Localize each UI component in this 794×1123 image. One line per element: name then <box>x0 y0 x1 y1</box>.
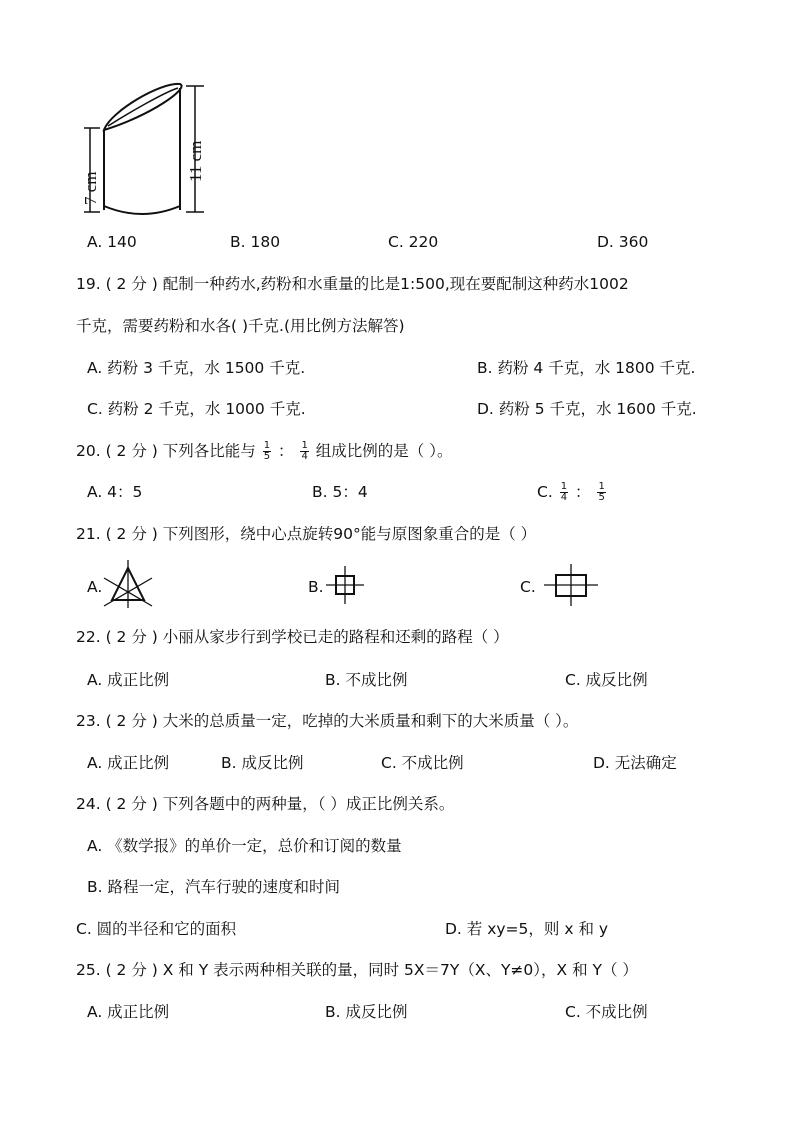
right-dimension-label: 11 cm <box>186 140 205 182</box>
q21-stem: 21. ( 2 分 ) 下列图形，绕中心点旋转90°能与原图象重合的是（ ） <box>76 525 537 543</box>
left-dimension-label: 7 cm <box>81 171 100 205</box>
q18-option-a[interactable]: A. 140 <box>87 233 137 251</box>
square-cross-figure[interactable] <box>326 566 364 604</box>
q19-option-d[interactable]: D. 药粉 5 千克，水 1600 千克. <box>477 400 697 418</box>
q22-option-b[interactable]: B. 不成比例 <box>325 671 408 689</box>
q20-option-c-fraction-2-numerator: 1 <box>598 481 605 492</box>
q19-stem-line1: 19. ( 2 分 ) 配制一种药水,药粉和水重量的比是1:500,现在要配制这种药水1002 <box>76 275 629 293</box>
q20-option-c-fraction-2-denominator: 5 <box>598 492 605 503</box>
q20-option-c-label: C. <box>537 483 553 501</box>
q19-option-c[interactable]: C. 药粉 2 千克，水 1000 千克. <box>87 400 306 418</box>
q24-option-a[interactable]: A. 《数学报》的单价一定，总价和订阅的数量 <box>87 837 402 855</box>
q23-stem: 23. ( 2 分 ) 大米的总质量一定，吃掉的大米质量和剩下的大米质量（ ）。 <box>76 712 579 730</box>
q20-fraction-2-numerator: 1 <box>301 440 308 451</box>
q20-option-a[interactable]: A. 4：5 <box>87 483 143 501</box>
q24-stem: 24. ( 2 分 ) 下列各题中的两种量，（ ）成正比例关系。 <box>76 795 455 813</box>
q18-option-d[interactable]: D. 360 <box>597 233 649 251</box>
q25-option-b[interactable]: B. 成反比例 <box>325 1003 408 1021</box>
q18-option-b[interactable]: B. 180 <box>230 233 281 251</box>
q20-fraction-1-denominator: 5 <box>263 451 271 462</box>
q20-stem-prefix: 20. ( 2 分 ) 下列各比能与 <box>76 442 256 460</box>
q21-option-a[interactable]: A. <box>87 578 103 596</box>
q20-option-c-colon: ： <box>575 483 591 501</box>
q19-stem-line2: 千克，需要药粉和水各( )千克.(用比例方法解答) <box>76 317 405 335</box>
q19-option-b[interactable]: B. 药粉 4 千克，水 1800 千克. <box>477 359 696 377</box>
rectangle-cross-figure[interactable] <box>544 564 598 606</box>
q20-option-b[interactable]: B. 5：4 <box>312 483 368 501</box>
q25-stem: 25. ( 2 分 ) X 和 Y 表示两种相关联的量，同时 5X＝7Y（X、Y≠0），X 和 Y（ ） <box>76 961 638 979</box>
q20-stem-suffix: 组成比例的是（ ）。 <box>315 442 453 460</box>
q20-colon: ： <box>278 442 294 460</box>
q24-option-b[interactable]: B. 路程一定，汽车行驶的速度和时间 <box>87 878 340 896</box>
q18-option-c[interactable]: C. 220 <box>388 233 439 251</box>
q24-option-c[interactable]: C. 圆的半径和它的面积 <box>76 920 237 938</box>
q20-fraction-2-denominator: 4 <box>301 451 308 462</box>
q19-option-a[interactable]: A. 药粉 3 千克，水 1500 千克. <box>87 359 306 377</box>
q25-option-a[interactable]: A. 成正比例 <box>87 1003 170 1021</box>
q22-option-a[interactable]: A. 成正比例 <box>87 671 170 689</box>
q24-option-d[interactable]: D. 若 xy=5，则 x 和 y <box>445 920 609 938</box>
q20-option-c-fraction-1-numerator: 1 <box>560 481 568 492</box>
q20-option-c-fraction-1-denominator: 4 <box>560 492 568 503</box>
q23-option-c[interactable]: C. 不成比例 <box>381 754 464 772</box>
q22-stem: 22. ( 2 分 ) 小丽从家步行到学校已走的路程和还剩的路程（ ） <box>76 628 509 646</box>
q20-fraction-1-numerator: 1 <box>263 440 271 451</box>
q21-option-b[interactable]: B. <box>308 578 324 596</box>
q23-option-b[interactable]: B. 成反比例 <box>221 754 304 772</box>
q25-option-c[interactable]: C. 不成比例 <box>565 1003 648 1021</box>
triangle-figure[interactable] <box>104 560 152 608</box>
q21-option-c[interactable]: C. <box>520 578 536 596</box>
q23-option-d[interactable]: D. 无法确定 <box>593 754 677 772</box>
q23-option-a[interactable]: A. 成正比例 <box>87 754 170 772</box>
q22-option-c[interactable]: C. 成反比例 <box>565 671 648 689</box>
